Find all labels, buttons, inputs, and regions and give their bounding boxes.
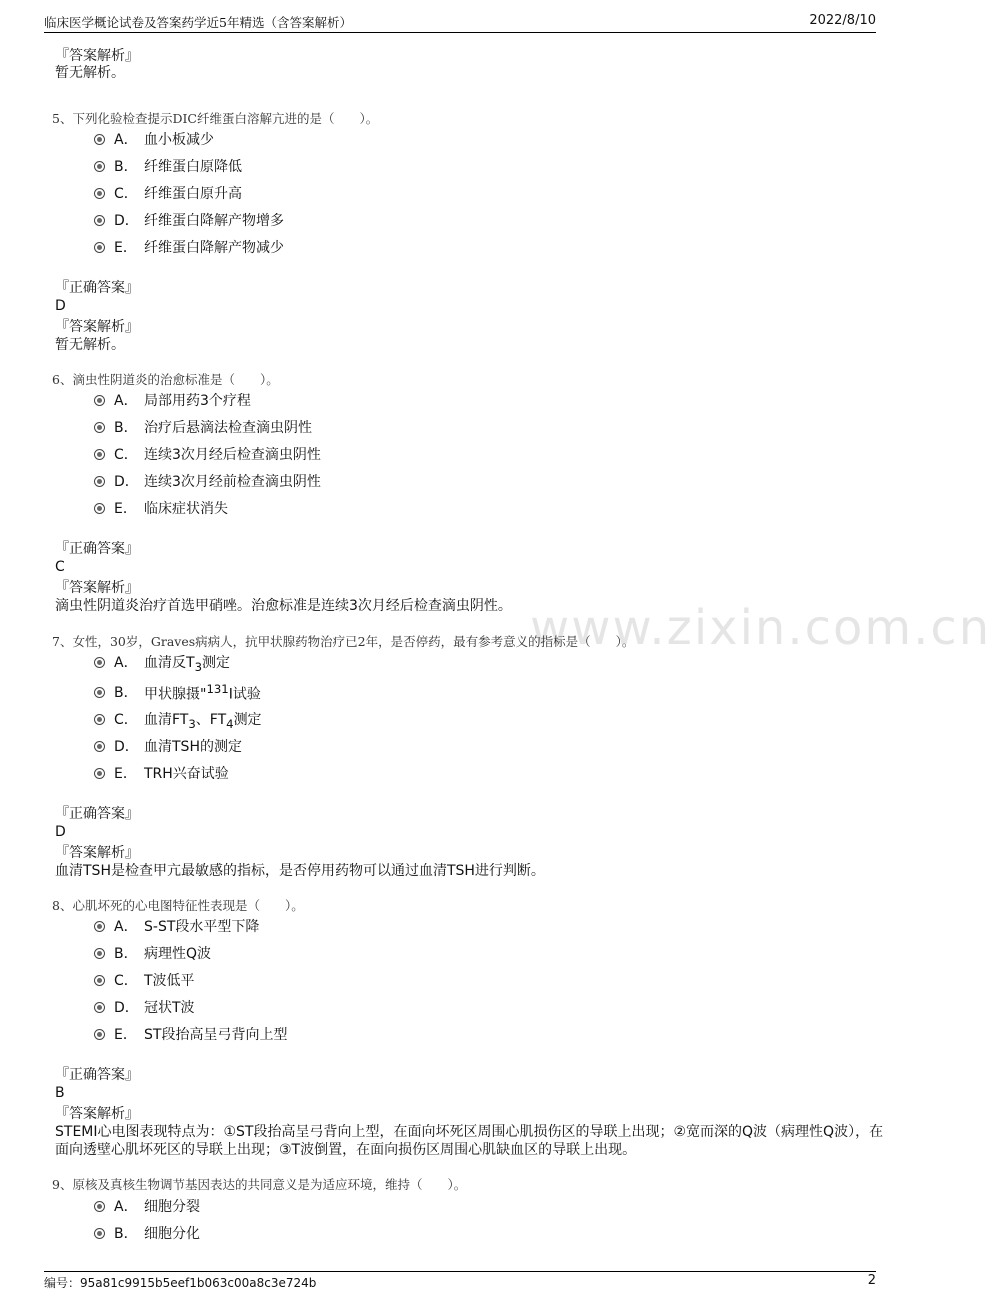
page-footer <box>44 1271 876 1292</box>
page-number: 2 <box>867 1273 876 1288</box>
radio-icon[interactable] <box>94 215 105 226</box>
document-date: 2022/8/10 <box>809 13 876 28</box>
answer-tag: 『正确答案』 <box>55 806 139 822</box>
radio-icon[interactable] <box>94 921 105 932</box>
radio-icon[interactable] <box>94 687 105 698</box>
radio-icon[interactable] <box>94 476 105 487</box>
analysis-tag: 『答案解析』 <box>55 48 139 64</box>
radio-icon[interactable] <box>94 134 105 145</box>
question-9: 9、原核及真核生物调节基因表达的共同意义是为适应环境，维持（ ）。 <box>52 1177 467 1192</box>
radio-icon[interactable] <box>94 242 105 253</box>
radio-icon[interactable] <box>94 161 105 172</box>
analysis-text: STEMI心电图表现特点为：①ST段抬高呈弓背向上型，在面向坏死区周围心肌损伤区的导联上出现；②宽而深的Q波（病理性Q波），在面向透壁心肌坏死区的导联上出现；③T波倒置，在面向损伤区周围心肌缺血区的导联上出现。 <box>55 1124 884 1158</box>
analysis-tag: 『答案解析』 <box>55 580 139 596</box>
radio-icon[interactable] <box>94 422 105 433</box>
radio-icon[interactable] <box>94 975 105 986</box>
radio-icon[interactable] <box>94 768 105 779</box>
analysis-tag: 『答案解析』 <box>55 1106 139 1122</box>
radio-icon[interactable] <box>94 503 105 514</box>
analysis-text: 血清TSH是检查甲亢最敏感的指标，是否停用药物可以通过血清TSH进行判断。 <box>55 863 545 879</box>
radio-icon[interactable] <box>94 1029 105 1040</box>
radio-icon[interactable] <box>94 449 105 460</box>
answer-value: C <box>55 559 65 575</box>
document-title: 临床医学概论试卷及答案药学近5年精选（含答案解析） <box>44 15 352 30</box>
answer-tag: 『正确答案』 <box>55 280 139 296</box>
question-8: 8、心肌坏死的心电图特征性表现是（ ）。 <box>52 898 304 913</box>
analysis-text: 滴虫性阴道炎治疗首选甲硝唑。治愈标准是连续3次月经后检查滴虫阴性。 <box>55 598 512 614</box>
radio-icon[interactable] <box>94 395 105 406</box>
question-7: 7、女性，30岁，Graves病病人，抗甲状腺药物治疗已2年，是否停药，最有参考意义的指标是（ ）。 <box>52 634 635 649</box>
analysis-text: 暂无解析。 <box>55 65 125 81</box>
document-code: 编号：95a81c9915b5eef1b063c00a8c3e724b <box>44 1276 317 1290</box>
radio-icon[interactable] <box>94 948 105 959</box>
radio-icon[interactable] <box>94 188 105 199</box>
question-5: 5、下列化验检查提示DIC纤维蛋白溶解亢进的是（ ）。 <box>52 111 379 126</box>
radio-icon[interactable] <box>94 1002 105 1013</box>
radio-icon[interactable] <box>94 657 105 668</box>
question-6: 6、滴虫性阴道炎的治愈标准是（ ）。 <box>52 372 279 387</box>
analysis-tag: 『答案解析』 <box>55 319 139 335</box>
answer-value: D <box>55 824 66 840</box>
radio-icon[interactable] <box>94 714 105 725</box>
radio-icon[interactable] <box>94 1228 105 1239</box>
radio-icon[interactable] <box>94 1201 105 1212</box>
answer-value: D <box>55 298 66 314</box>
answer-value: B <box>55 1085 65 1101</box>
answer-tag: 『正确答案』 <box>55 1067 139 1083</box>
answer-tag: 『正确答案』 <box>55 541 139 557</box>
watermark: www.zixin.com.cn <box>530 600 991 656</box>
analysis-tag: 『答案解析』 <box>55 845 139 861</box>
radio-icon[interactable] <box>94 741 105 752</box>
document-body: www.zixin.com.cn 『答案解析』 暂无解析。 5、下列化验检查提示DIC纤维蛋白溶解亢进的是（ ）。 A． 血小板减少 B． 纤维蛋白原降低 C． 纤维蛋白原升高 D． 纤维蛋白降解产物增多 E． 纤维蛋白降解产物减少 『正确答案』 D 『答案解析』 暂无解析。 6、滴虫性阴道炎的治愈标准是（ ）。 A． 局部用药3个疗程 B． 治疗后悬滴法检查滴虫阴性 C． 连续3次月经后检查滴虫阴性 D． 连续3次月经前检查滴虫阴性 E． 临床症状消失 『正确答案』 C 『答案解析』 滴虫性阴道炎治疗首选甲硝唑。治愈标准是连续3次月经后检查滴虫阴性。 7、女性，30岁，Graves病病人，抗甲状腺药物治疗已2年，是否停药，最有参考意义的指标是（ ）。 A． 血清反$T_3$测定 B． 甲状腺摄"$^{131}$I试验 C． 血清$FT_3$、$FT_4$测定 D． 血清TSH的测定 E． TRH兴奋试验 『正确答案』 D 『答案解析』 血清TSH是检查甲亢最敏感的指标，是否停用药物可以通过血清TSH进行判断。 8、心肌坏死的心电图特征性表现是（ ）。 A． S-ST段水平型下降 B． 病理性Q波 C． T波低平 D． 冠状T波 E． ST段抬高呈弓背向上型 『正确答案』 B 『答案解析』 STEMI心电图表现特点为：①ST段抬高呈弓背向上型，在面向坏死区周围心肌损伤区的导联上出现；②宽而深的Q波（病理性Q波），在面向透壁心肌坏死区的导联上出现；③T波倒置，在面向损伤区周围心肌缺血区的导联上出现。 9、原核及真核生物调节基因表达的共同意义是为适应环境，维持（ ）。 A． 细胞分裂 B． 细胞分化 <box>52 48 991 1242</box>
analysis-text: 暂无解析。 <box>55 337 125 353</box>
